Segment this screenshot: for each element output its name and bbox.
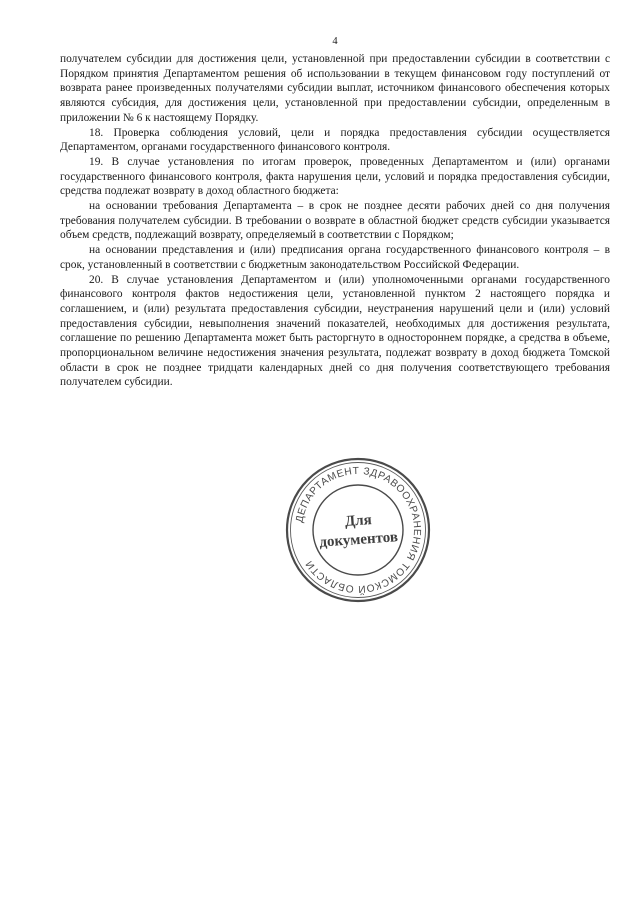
- stamp-center-line-1: Для: [344, 512, 373, 530]
- document-page: [60, 0, 610, 905]
- stamp-seal-icon: [283, 455, 433, 605]
- page-number: 4: [332, 36, 338, 47]
- paragraph-continuation: получателем субсидии для достижения цели, установленной при предоставлении субсидии в соответствии с Порядком принятия Департаментом решения об использовании в текущем финансовом году поступлений от возврата ранее произведенных получателями субсидии выплат, источником финансового обеспечения которых являются субсидия, для достижения цели, установленной при предоставлении субсидии, определенным в приложении № 6 к настоящему Порядку.: [60, 53, 610, 124]
- paragraph-19-department-demand: на основании требования Департамента – в срок не позднее десяти рабочих дней со дня получения требования получателем субсидии. В требовании о возврате в областной бюджет средств субсидии указывается объем средств, подлежащий возврату, определяемый в соответствии с Порядком;: [60, 200, 610, 242]
- stamp-center-line-2: документов: [318, 529, 399, 551]
- paragraph-19-control-body: на основании представления и (или) предписания органа государственного финансового контроля – в срок, установленный в соответствии с бюджетным законодательством Российской Федерации.: [60, 244, 610, 271]
- paragraph-19: 19. В случае установления по итогам проверок, проведенных Департаментом и (или) органами государственного финансового контроля, факта нарушения цели, условий и порядка предоставления субсидии, средства подлежат возврату в доход областного бюджета:: [60, 155, 610, 198]
- paragraph-18: 18. Проверка соблюдения условий, цели и порядка предоставления субсидии осуществляется Департаментом, органами государственного финансового контроля.: [60, 126, 610, 154]
- paragraph-20: 20. В случае установления Департаментом и (или) уполномоченными органами государственного финансового контроля фактов недостижения цели, установленной пунктом 2 настоящего порядка и соглашением, и (или) результата предоставления субсидии, неустранения нарушений цели и (или) условий предоставления субсидии, невыполнения значений показателей, необходимых для достижения результата, соглашение по решению Департамента может быть расторгнуто в одностороннем порядке, а средства в объеме, пропорциональном величине недостижения значения результата, подлежат возврату в доход бюджета Томской области в срок не позднее тридцати календарных дней со дня получения соответствующего требования получателем субсидии.: [60, 273, 610, 389]
- document-body: [60, 52, 610, 390]
- round-stamp: [283, 455, 433, 605]
- stamp-ring-text: ДЕПАРТАМЕНТ ЗДРАВООХРАНЕНИЯ ТОМСКОЙ ОБЛАСТИ: [294, 465, 423, 595]
